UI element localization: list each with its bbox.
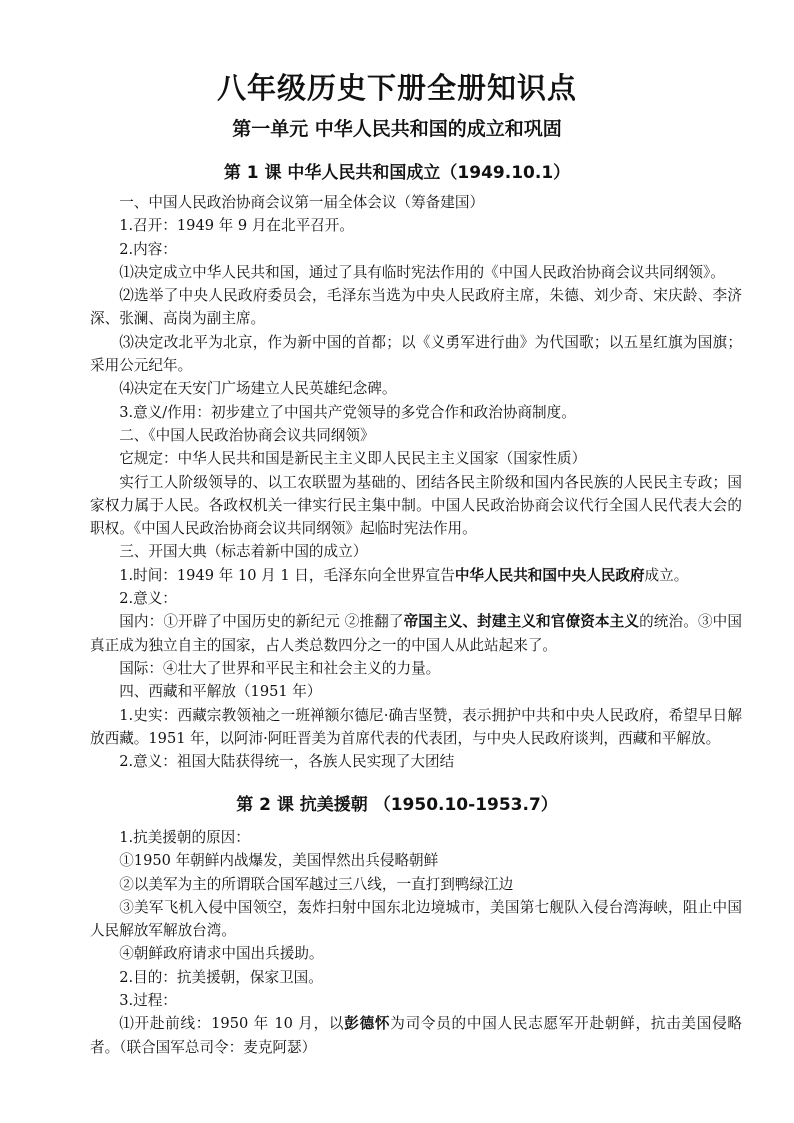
paragraph: ⑷决定在天安门广场建立人民英雄纪念碑。 — [119, 380, 397, 398]
unit-title: 第一单元 中华人民共和国的成立和巩固 — [232, 118, 562, 140]
bold-text: 中华人民共和国中央人民政府 — [454, 566, 645, 584]
paragraph: 3.过程： — [119, 992, 177, 1010]
text-run: ⑴开赴前线：1950 年 10 月，以 — [119, 1015, 345, 1033]
section-4-heading: 四、西藏和平解放（1951 年） — [119, 683, 322, 701]
paragraph: 2.目的：抗美援朝，保家卫国。 — [119, 968, 323, 986]
text-run: 1.时间：1949 年 10 月 1 日，毛泽东向全世界宣告 — [119, 566, 455, 584]
paragraph: ③美军飞机入侵中国领空，轰炸扫射中国东北边境城市，美国第七舰队入侵台湾海峡，阻止中国人民解放军解放台湾。 — [90, 898, 742, 940]
section-3-heading: 三、开国大典（标志着新中国的成立） — [119, 543, 368, 561]
paragraph: 3.意义/作用：初步建立了中国共产党领导的多党合作和政治协商制度。 — [119, 403, 576, 421]
text-run: 国内：①开辟了中国历史的新纪元 ②推翻了 — [119, 613, 404, 631]
paragraph: 1.抗美援朝的原因： — [119, 829, 250, 846]
text-run: 的统治。③中国真正成为独立自主的国家，占人类总数四分之一的中国人从此站起来了。 — [90, 613, 742, 654]
paragraph: 实行工人阶级领导的、以工农联盟为基础的、团结各民主阶级和国内各民族的人民民主专政；国家权力属于人民。各政权机关一律实行民主集中制。中国人民政治协商会议代行全国人民代表大会的职权。《中国人民政治协商会议共同纲领》起临时宪法作用。 — [90, 473, 742, 538]
lesson-2-title: 第 2 课 抗美援朝 （1950.10-1953.7） — [236, 795, 558, 815]
section-1-heading: 一、中国人民政治协商会议第一届全体会议（筹备建国） — [119, 194, 485, 211]
paragraph: 国际：④壮大了世界和平民主和社会主义的力量。 — [119, 659, 441, 677]
paragraph — [90, 1012, 742, 1059]
lesson-1-title: 第 1 课 中华人民共和国成立（1949.10.1） — [223, 163, 571, 183]
paragraph — [90, 610, 742, 657]
paragraph: 2.意义： — [119, 590, 177, 608]
bold-text: 帝国主义、封建主义和官僚资本主义 — [403, 613, 640, 631]
paragraph: ⑶决定改北平为北京，作为新中国的首都；以《义勇军进行曲》为代国歌；以五星红旗为国旗；采用公元纪年。 — [90, 333, 742, 375]
paragraph: 它规定：中华人民共和国是新民主主义即人民民主主义国家（国家性质） — [119, 450, 587, 468]
section-2-heading: 二、《中国人民政治协商会议共同纲领》 — [119, 426, 375, 444]
text-run: 成立。 — [644, 566, 689, 584]
paragraph: ④朝鲜政府请求中国出兵援助。 — [119, 945, 324, 963]
paragraph: ⑴决定成立中华人民共和国，通过了具有临时宪法作用的《中国人民政治协商会议共同纲领》。 — [119, 263, 725, 281]
text-run: 为司令员的中国人民志愿军开赴朝鲜，抗击美国侵略者。（联合国军总司令：麦克阿瑟） — [90, 1015, 742, 1056]
paragraph: 2.意义：祖国大陆获得统一，各族人民实现了大团结 — [119, 753, 455, 771]
bold-text: 彭德怀 — [344, 1015, 391, 1033]
paragraph: 1.史实：西藏宗教领袖之一班禅额尔德尼·确吉坚赞，表示拥护中共和中央人民政府，希望早日解放西藏。1951 年，以阿沛·阿旺晋美为首席代表的代表团，与中央人民政府谈判，西藏和平解放。 — [90, 706, 742, 747]
paragraph: 1.召开：1949 年 9 月在北平召开。 — [119, 217, 354, 235]
paragraph — [90, 564, 742, 587]
paragraph: ⑵选举了中央人民政府委员会，毛泽东当选为中央人民政府主席，朱德、刘少奇、宋庆龄、李济深、张澜、高岗为副主席。 — [90, 287, 742, 328]
paragraph: ②以美军为主的所谓联合国军越过三八线，一直打到鸭绿江边 — [119, 875, 514, 893]
lesson-1-body — [90, 191, 742, 773]
paragraph: 2.内容： — [119, 240, 177, 258]
paragraph: ①1950 年朝鲜内战爆发，美国悍然出兵侵略朝鲜 — [119, 852, 439, 870]
document-title: 八年级历史下册全册知识点 — [216, 71, 577, 105]
lesson-2-body — [90, 826, 742, 1059]
